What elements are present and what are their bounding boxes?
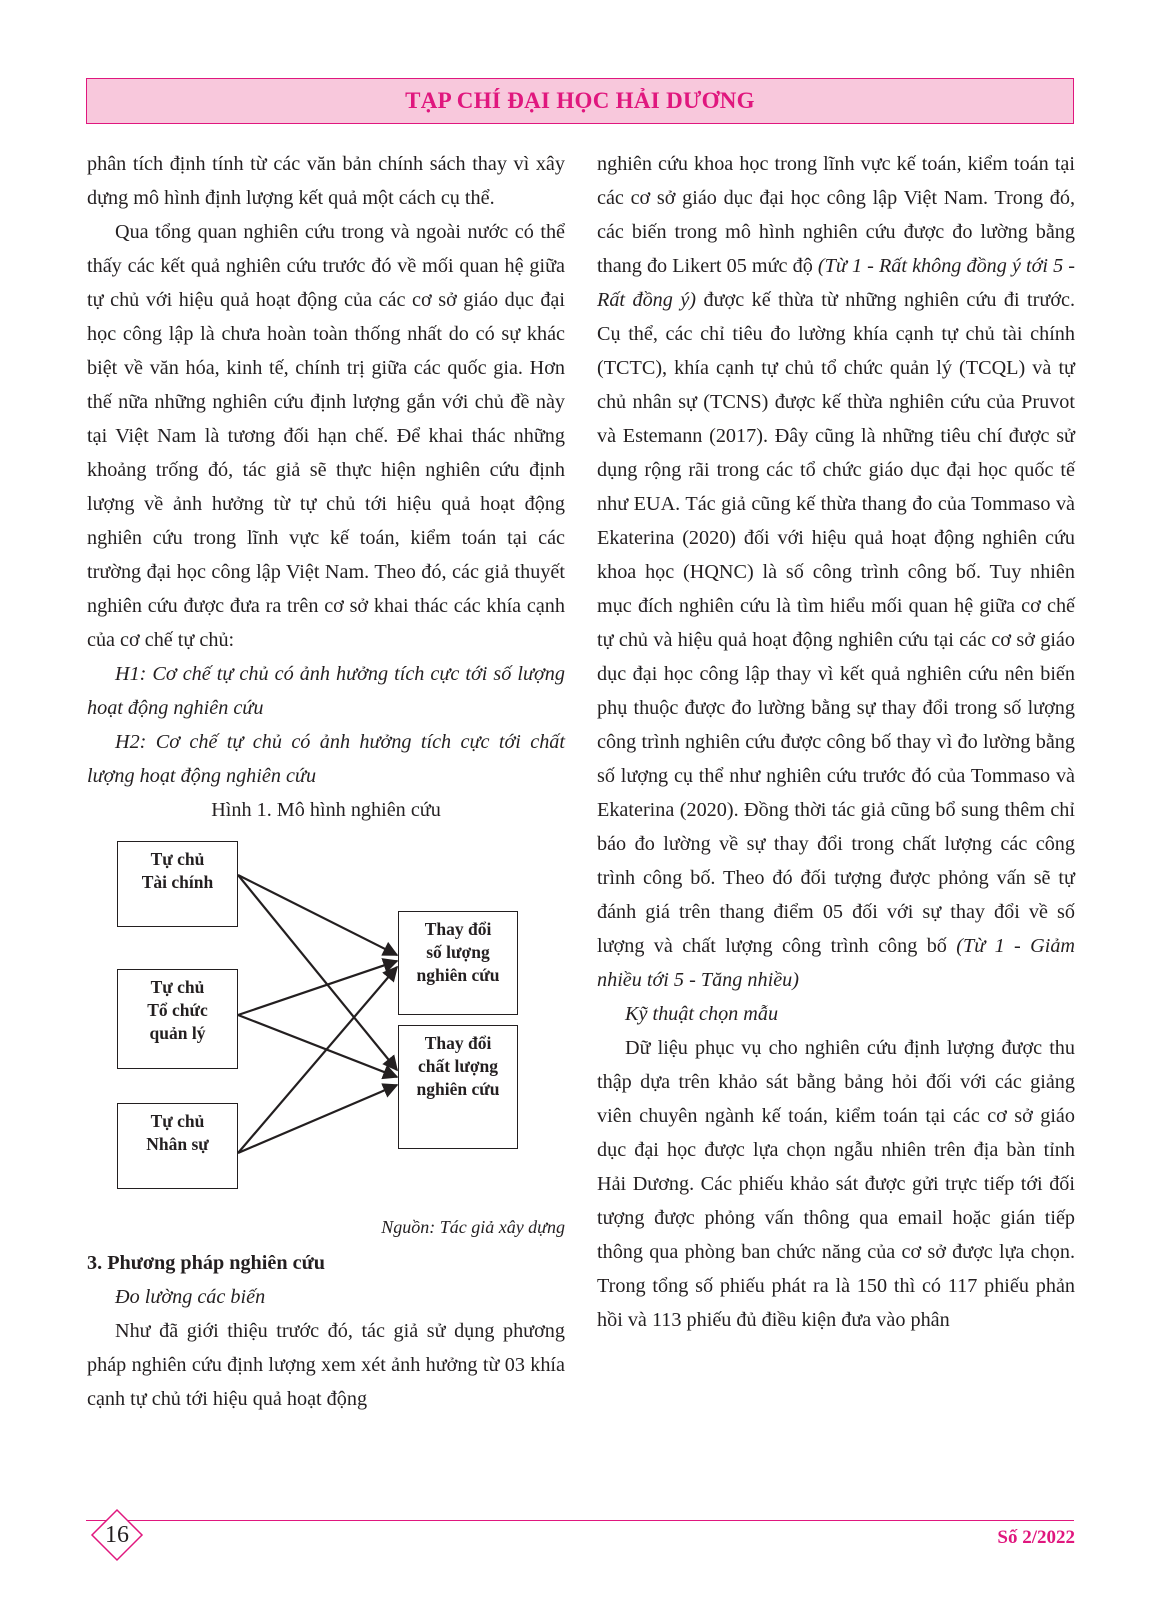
box-organizational-autonomy: [117, 969, 238, 1069]
box-line: Tự chủ: [150, 977, 205, 997]
box-change-quality: [398, 1025, 518, 1149]
arrow-hr-to-quantity: [238, 967, 397, 1153]
journal-header: [86, 78, 1074, 124]
box-line: Tự chủ: [150, 1111, 205, 1131]
page-number-badge: [90, 1508, 144, 1562]
paragraph: phân tích định tính từ các văn bản chính sách thay vì xây dựng mô hình định lượng kết quả một cách cụ thể.: [87, 153, 565, 209]
arrow-hr-to-quality: [238, 1085, 397, 1153]
subsection-heading: Kỹ thuật chọn mẫu: [625, 1003, 779, 1025]
box-line: nghiên cứu: [416, 965, 500, 985]
text-run: nghiên cứu khoa học trong lĩnh vực kế toán, kiểm toán tại các cơ sở giáo dục đại học công lập Việt Nam. Trong đó, các biến trong mô hình nghiên cứu được đo lường bằng thang đo Likert 05 mức độ: [597, 153, 1075, 277]
hypothesis-h1: H1: Cơ chế tự chủ có ảnh hưởng tích cực tới số lượng hoạt động nghiên cứu: [87, 663, 565, 719]
journal-title: TẠP CHÍ ĐẠI HỌC HẢI DƯƠNG: [405, 88, 755, 113]
paragraph: Như đã giới thiệu trước đó, tác giả sử dụng phương pháp nghiên cứu định lượng xem xét ảnh hưởng từ 03 khía cạnh tự chủ tới hiệu quả hoạt động: [87, 1320, 565, 1410]
left-column: [87, 147, 565, 1416]
box-line: Nhân sự: [146, 1134, 209, 1154]
subsection-heading: Đo lường các biến: [115, 1286, 266, 1308]
box-change-quantity: [398, 911, 518, 1015]
footer-rule: [86, 1520, 1074, 1521]
paragraph: Qua tổng quan nghiên cứu trong và ngoài nước có thể thấy các kết quả nghiên cứu trước đó về mối quan hệ giữa tự chủ với hiệu quả hoạt động của các cơ sở giáo dục đại học công lập là chưa hoàn toàn thống nhất do có sự khác biệt về văn hóa, kinh tế, chính trị giữa các quốc gia. Hơn thế nữa những nghiên cứu định lượng gắn với chủ đề này tại Việt Nam là tương đối hạn chế. Để khai thác những khoảng trống đó, tác giả sẽ thực hiện nghiên cứu định lượng về ảnh hưởng từ tự chủ tới hiệu quả hoạt động nghiên cứu trong lĩnh vực kế toán, kiểm toán tại các trường đại học công lập Việt Nam. Theo đó, các giả thuyết nghiên cứu được đưa ra trên cơ sở khai thác các khía cạnh của cơ chế tự chủ:: [87, 221, 565, 651]
box-line: Thay đổi: [424, 1033, 492, 1053]
text-run: được kế thừa từ những nghiên cứu đi trước. Cụ thể, các chỉ tiêu đo lường khía cạnh tự chủ tài chính (TCTC), khía cạnh tự chủ tổ chức quản lý (TCQL) và tự chủ nhân sự (TCNS) được kế thừa nghiên cứu của Pruvot và Estemann (2017). Đây cũng là những tiêu chí được sử dụng rộng rãi trong các tổ chức giáo dục đại học quốc tế như EUA. Tác giả cũng kế thừa thang đo của Tommaso và Ekaterina (2020) đối với hiệu quả hoạt động nghiên cứu khoa học (HQNC) là số công trình công bố. Tuy nhiên mục đích nghiên cứu là tìm hiểu mối quan hệ giữa cơ chế tự chủ và hiệu quả hoạt động nghiên cứu tại các cơ sở giáo dục đại học công lập thay vì kết quả nghiên cứu nên biến phụ thuộc được đo lường bằng sự thay đổi trong số lượng công trình nghiên cứu được công bố thay vì đo lường bằng số lượng cụ thể như nghiên cứu trước đó của Tommaso và Ekaterina (2020). Đồng thời tác giả cũng bổ sung thêm chỉ báo đo lường về sự thay đổi trong chất lượng các công trình công bố. Theo đó đối tượng được phỏng vấn sẽ tự đánh giá trên thang điểm 05 đối với sự thay đổi về số lượng và chất lượng công trình công bố: [597, 289, 1076, 957]
right-column: [597, 147, 1075, 1337]
page-number: 16: [105, 1522, 129, 1548]
box-line: nghiên cứu: [416, 1079, 500, 1099]
hypothesis-h2: H2: Cơ chế tự chủ có ảnh hưởng tích cực tới chất lượng hoạt động nghiên cứu: [87, 731, 565, 787]
box-hr-autonomy: [117, 1103, 238, 1189]
arrow-org-to-quality: [238, 1015, 397, 1077]
box-line: Thay đổi: [424, 919, 492, 939]
arrow-finance-to-quality: [238, 875, 397, 1070]
paragraph: [597, 147, 1075, 997]
box-line: Tự chủ: [150, 849, 205, 869]
box-line: Tổ chức: [147, 1000, 208, 1020]
figure-caption: Hình 1. Mô hình nghiên cứu: [211, 799, 441, 821]
research-model-diagram: [87, 827, 565, 1212]
box-line: quản lý: [149, 1023, 206, 1043]
text-run-italic: (Từ 1 - Giảm nhiều tới 5 - Tăng nhiều): [597, 935, 1075, 991]
box-line: Tài chính: [141, 872, 214, 892]
paragraph: Dữ liệu phục vụ cho nghiên cứu định lượng được thu thập dựa trên khảo sát bằng bảng hỏi đối với các giảng viên chuyên ngành kế toán, kiểm toán tại các cơ sở giáo dục đại học được lựa chọn ngẫu nhiên trên địa bàn tỉnh Hải Dương. Các phiếu khảo sát được gửi trực tiếp tới đối tượng được phỏng vấn thông qua email hoặc gián tiếp thông qua phòng ban chức năng của cơ sở được lựa chọn. Trong tổng số phiếu phát ra là 150 thì có 117 phiếu phản hồi và 113 phiếu đủ điều kiện đưa vào phân: [597, 1037, 1075, 1331]
arrow-org-to-quantity: [238, 961, 397, 1015]
arrow-finance-to-quantity: [238, 875, 397, 955]
figure-source: Nguồn: Tác giả xây dựng: [381, 1217, 565, 1237]
issue-number: Số 2/2022: [997, 1527, 1075, 1548]
section-heading: 3. Phương pháp nghiên cứu: [87, 1252, 325, 1274]
text-run-italic: (Từ 1 - Rất không đồng ý tới 5 - Rất đồng ý): [597, 255, 1075, 311]
box-line: số lượng: [426, 942, 490, 962]
box-financial-autonomy: [117, 841, 238, 927]
box-line: chất lượng: [418, 1056, 498, 1076]
